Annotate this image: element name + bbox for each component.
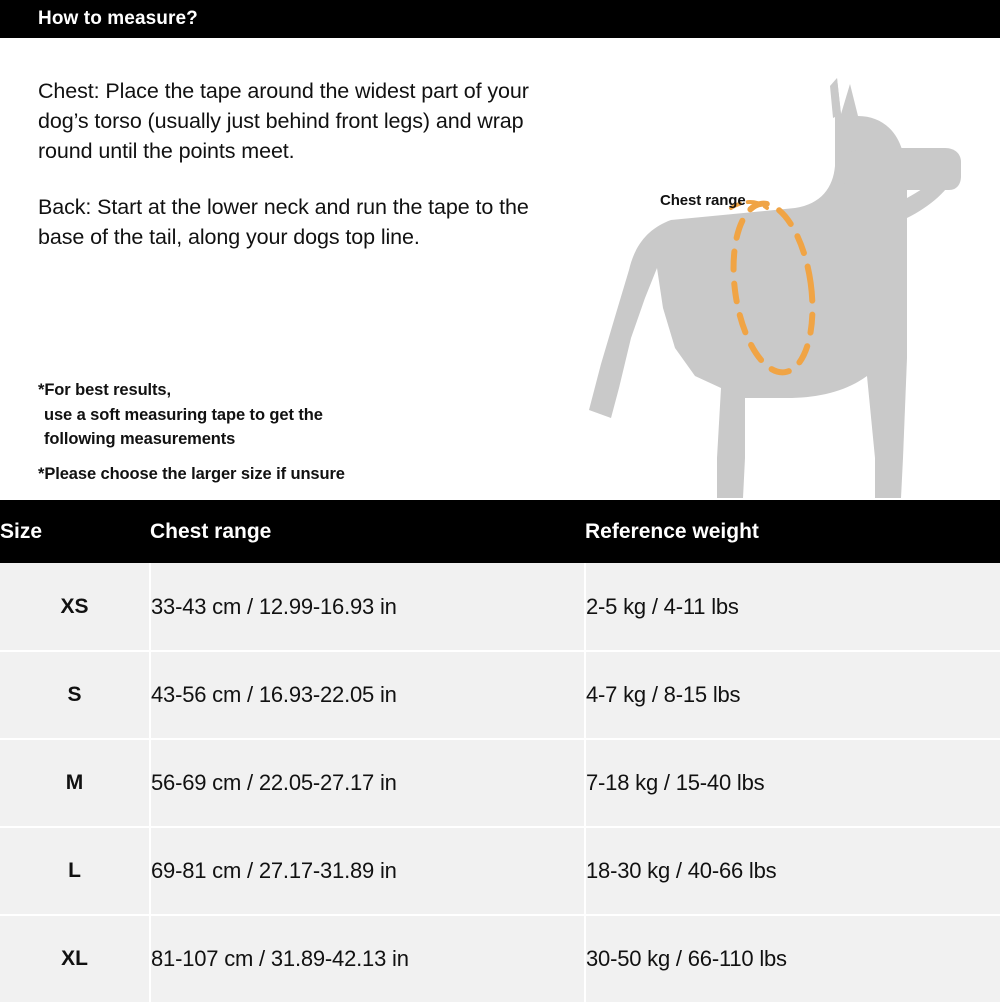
- cell-chest: 81-107 cm / 31.89-42.13 in: [150, 915, 585, 1003]
- cell-size: M: [0, 739, 150, 827]
- notes-block: [38, 378, 558, 486]
- cell-weight: 7-18 kg / 15-40 lbs: [585, 739, 1000, 827]
- cell-chest: 69-81 cm / 27.17-31.89 in: [150, 827, 585, 915]
- cell-chest: 33-43 cm / 12.99-16.93 in: [150, 563, 585, 651]
- cell-chest: 43-56 cm / 16.93-22.05 in: [150, 651, 585, 739]
- note-line-2: use a soft measuring tape to get the: [44, 405, 323, 424]
- header-bar: [0, 0, 1000, 38]
- table-row: [0, 563, 1000, 651]
- chest-instruction: Chest: Place the tape around the widest part of your dog’s torso (usually just behind front legs) and wrap round until the points meet.: [38, 79, 529, 163]
- table-row: [0, 651, 1000, 739]
- table-row: [0, 915, 1000, 1003]
- table-body: [0, 563, 1000, 1003]
- cell-weight: 4-7 kg / 8-15 lbs: [585, 651, 1000, 739]
- table-row: [0, 827, 1000, 915]
- cell-weight: 30-50 kg / 66-110 lbs: [585, 915, 1000, 1003]
- table-header: [0, 500, 1000, 563]
- table-row: [0, 739, 1000, 827]
- note-line-4: *Please choose the larger size if unsure: [38, 464, 345, 483]
- page-title: How to measure?: [38, 8, 198, 29]
- column-header-weight: Reference weight: [585, 500, 1000, 563]
- column-header-chest: Chest range: [150, 500, 585, 563]
- measure-info-section: [0, 38, 1000, 500]
- instructions-block: [38, 76, 558, 278]
- table-header-row: [0, 500, 1000, 563]
- cell-weight: 2-5 kg / 4-11 lbs: [585, 563, 1000, 651]
- cell-size: S: [0, 651, 150, 739]
- back-instruction: Back: Start at the lower neck and run the tape to the base of the tail, along your dogs top line.: [38, 195, 529, 249]
- chest-range-label: Chest range: [660, 192, 746, 209]
- note-line-3: following measurements: [44, 430, 236, 448]
- cell-size: XS: [0, 563, 150, 651]
- dog-illustration: [545, 58, 985, 518]
- cell-size: XL: [0, 915, 150, 1003]
- size-chart-table: [0, 500, 1000, 1004]
- dog-silhouette-icon: [545, 58, 985, 518]
- note-line-1: *For best results,: [38, 381, 171, 399]
- cell-size: L: [0, 827, 150, 915]
- cell-chest: 56-69 cm / 22.05-27.17 in: [150, 739, 585, 827]
- cell-weight: 18-30 kg / 40-66 lbs: [585, 827, 1000, 915]
- column-header-size: Size: [0, 500, 150, 563]
